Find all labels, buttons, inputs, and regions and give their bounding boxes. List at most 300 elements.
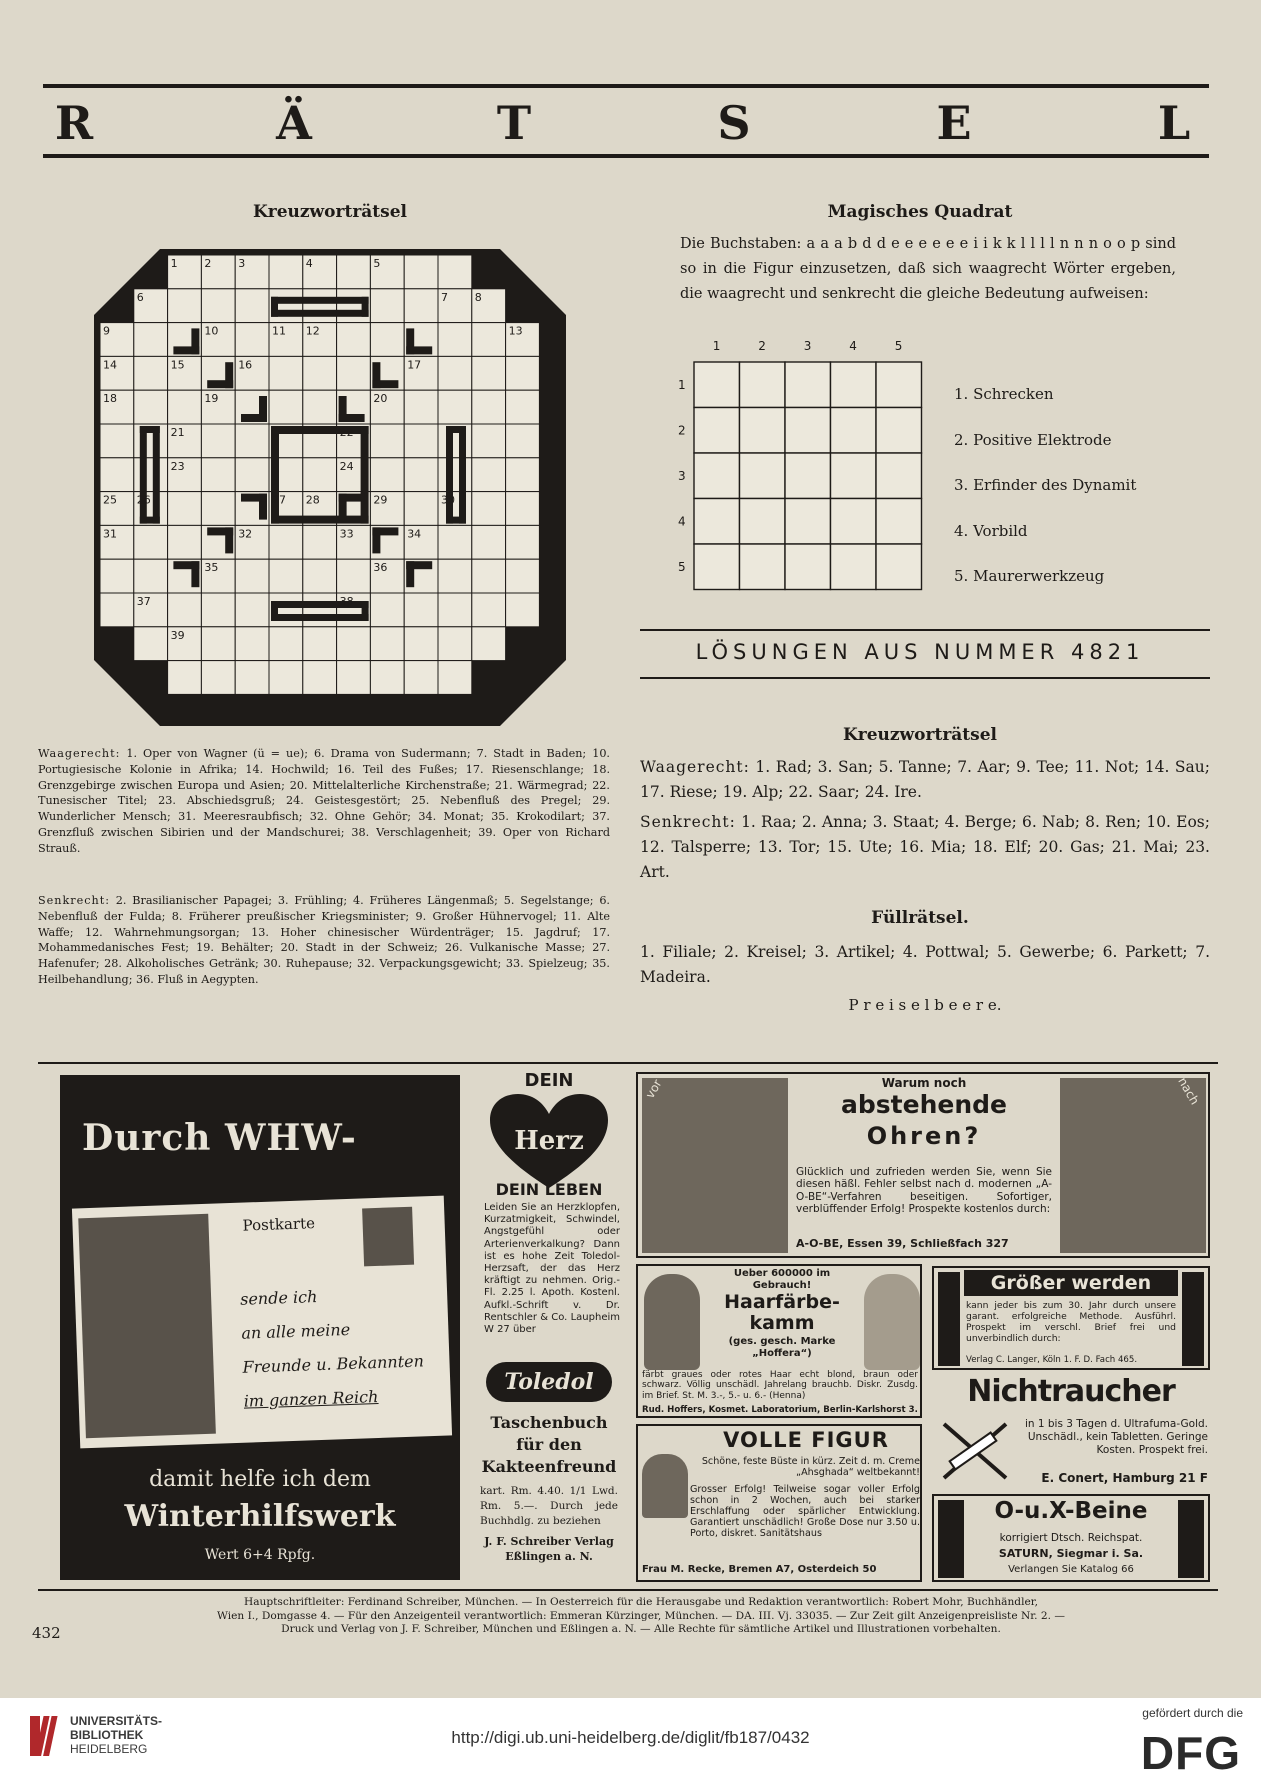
magic-square-col-label: 4 [849,339,857,353]
crossword-number: 17 [407,358,422,372]
crossword-block [173,346,199,354]
magic-square-cell [740,362,786,408]
crossword-cell [303,593,337,627]
crossword-block [362,297,369,317]
magic-square-cell [740,408,786,454]
crossword-cell [303,627,337,661]
magic-square-cell [876,453,922,499]
crossword-cell [134,323,168,357]
sol-across-label: Waagerecht: [640,758,750,776]
groesser-figure-icon [938,1272,960,1366]
crossword-block [271,310,369,317]
crossword-block [271,297,278,317]
solutions-rule-top [640,629,1210,631]
crossword-number: 21 [170,426,185,439]
crossword-cell [337,356,371,390]
crossword-number: 4 [305,257,313,270]
crossword-block [406,346,432,354]
crossword-cell [404,424,438,458]
crossword-cell [269,559,303,593]
ad-haar [636,1264,922,1418]
magic-square-cell [831,499,877,545]
whw-bottom2: Winterhilfswerk [124,1499,396,1534]
crossword-cell [438,661,472,695]
crossword-block [339,414,365,422]
crossword-number: 30 [441,493,455,507]
crossword-block [459,426,466,524]
crossword-cell [404,458,438,492]
whw-hand-line: an alle meine [241,1319,351,1343]
crossword-block [372,527,398,535]
crossword-cell [235,593,269,627]
permalink-url[interactable]: http://digi.ub.uni-heidelberg.de/diglit/fb187/0432 [451,1728,810,1747]
crossword-block [339,494,365,502]
crossword-number: 22 [339,426,354,439]
crossword-cell [438,255,472,289]
crossword-cell [134,390,168,424]
title-letter: L [1157,96,1193,150]
crossword-cell [201,627,235,661]
crossword-cell [134,356,168,390]
herz-body: Leiden Sie an Herzklopfen, Kurzatmigkeit, Schwindel, Angstgefühl oder Arterienverkalkung? Dann ist es hohe Zeit Toledol-Herzsaft, der das Herz kräftigt zu nehmen. Orig.-Fl. 2.25 l. Apoth. Kostenl. Aufkl.-Schrift v. Dr. Rentschler & Co. Laupheim W 27 über [484,1202,620,1336]
crossword-cell [168,661,202,695]
crossword-cell [168,390,202,424]
funding-note: gefördert durch die [1142,1706,1243,1720]
crossword-number: 36 [373,561,388,575]
crossword-number: 11 [272,324,286,338]
crossword-cell [235,661,269,695]
solutions-down [640,810,1210,885]
ohren-title1: abstehende [841,1090,1007,1119]
crossword-cell [201,661,235,695]
crossword-cell [168,593,202,627]
magic-square-cell [785,499,831,545]
herz-line2: DEIN LEBEN [495,1180,603,1199]
crossword-cell [438,356,472,390]
beine-tail: Verlangen Sie Katalog 66 [1008,1564,1134,1575]
crossword-cell [438,593,472,627]
taschenbuch-body: kart. Rm. 4.40. 1/1 Lwd. Rm. 5.—. Durch jede Buchhdlg. zu beziehen [480,1485,618,1527]
crossword-cell [472,390,506,424]
nicht-title: Nichtraucher [967,1374,1175,1409]
fill-puzzle-text: 1. Filiale; 2. Kreisel; 3. Artikel; 4. Pottwal; 5. Gewerbe; 6. Parkett; 7. Madeira. [640,943,1210,986]
crossword-cell [506,424,540,458]
crossword-number: 13 [508,324,523,338]
crossword-number: 7 [441,290,448,304]
imprint-line: Hauptschriftleiter: Ferdinand Schreiber, München. — In Oesterreich für die Herausgabe und Redaktion verantwortlich: Robert Mohr, Buchhändler, [243,1596,1039,1608]
crossword-cell [201,458,235,492]
crossword-cell [235,323,269,357]
crossword-cell [506,356,540,390]
taschenbuch-publisher: J. F. Schreiber Verlag Eßlingen a. N. [484,1535,614,1563]
figur-line1: Schöne, feste Büste in kürz. Zeit d. m. Creme „Ahsghada“ weltbekannt! [701,1456,920,1478]
crossword-cell [134,458,168,492]
crossword-cell [506,593,540,627]
crossword-cell [269,390,303,424]
library-name-line: HEIDELBERG [70,1742,148,1756]
magic-square-cell [694,544,740,590]
crossword-cell [201,289,235,323]
haar-title: Haarfärbe-kamm [724,1291,840,1334]
crossword-cell [201,424,235,458]
crossword-grid [90,245,570,730]
crossword-cell [235,289,269,323]
whw-top: Durch WHW- [82,1117,357,1159]
whw-stamp [362,1207,414,1267]
crossword-cell [303,390,337,424]
crossword-cell [438,559,472,593]
crossword-heading: Kreuzworträtsel [252,202,407,222]
crossword-block [362,601,369,621]
nicht-addr: E. Conert, Hamburg 21 F [1041,1471,1208,1485]
crossword-cell [235,458,269,492]
crossword-cell [337,661,371,695]
magic-square-cell [831,362,877,408]
magic-square-cell [785,408,831,454]
crossword-cell [100,458,134,492]
crossword-cell [269,255,303,289]
crossword-number: 6 [136,290,144,304]
groesser-addr: Verlag C. Langer, Köln 1. F. D. Fach 465. [966,1355,1138,1365]
crossword-block [173,561,199,569]
crossword-block [153,426,160,524]
crossword-cell [506,458,540,492]
crossword-cell [337,559,371,593]
crossword-clues-across [38,746,610,857]
crossword-cell [100,559,134,593]
magic-square-cell [785,544,831,590]
crossword-block [241,494,267,502]
crossword-cell [370,458,404,492]
crossword-cell [100,593,134,627]
ad-taschenbuch [478,1412,620,1582]
crossword-block [361,426,369,524]
ad-ohren [636,1072,1210,1258]
crossword-cell [269,525,303,559]
crossword-cell [134,627,168,661]
ms-clue: 1. Schrecken [954,385,1054,403]
ads-rule-top [38,1062,1218,1064]
whw-hand-line: sende ich [239,1287,318,1309]
ohren-body: Glücklich und zufrieden werden Sie, wenn Sie diesen häßl. Fehler selbst nach d. modernen „A-O-BE“-Verfahren beseitigen. Sofortiger, verblüffender Erfolg! Prospekte kostenlos durch: [796,1166,1052,1216]
fill-puzzle-heading: Füllrätsel. [871,908,969,928]
beine-figure-icon [938,1500,964,1578]
crossword-cell [269,356,303,390]
beine-body: korrigiert Dtsch. Reichspat. [999,1532,1143,1544]
magic-square-cell [694,362,740,408]
crossword-cell [303,525,337,559]
nicht-body: in 1 bis 3 Tagen d. Ultrafuma-Gold. Unschädl., kein Tabletten. Geringe Kosten. Prospekt frei. [1024,1418,1208,1456]
library-name-line: UNIVERSITÄTS- [70,1714,163,1728]
page-title [45,96,1205,150]
crossword-block [140,426,147,524]
crossword-block [446,426,453,524]
sol-across-text: 1. Rad; 3. San; 5. Tanne; 7. Aar; 9. Tee; 11. Not; 14. Sau; 17. Riese; 19. Alp; 22. Saar; 24. Ire. [640,758,1210,801]
crossword-number: 8 [474,290,482,304]
ohren-warum: Warum noch [881,1076,967,1090]
across-text: 1. Oper von Wagner (ü = ue); 6. Drama von Sudermann; 7. Stadt in Baden; 10. Portugiesische Kolonie in Afrika; 14. Hochwild; 16. Teil des Fußes; 17. Riesenschlange; 18. Grenzgebirge zwischen Europa und Asien; 20. Mittelalterliche Kirchenstraße; 21. Wärmegrad; 22. Tunesischer Titel; 23. Abschiedsgruß; 24. Geistesgestört; 25. Nebenfluß des Pregel; 29. Wunderlicher Mensch; 31. Meeresraubfisch; 32. Ohne Gehör; 34. Monat; 35. Krokodilart; 37. Grenzfluß zwischen Sibirien und der Mandschurei; 38. Verschlagenheit; 39. Oper von Richard Strauß. [38,747,610,855]
crossword-cell [472,627,506,661]
magic-square-cell [876,499,922,545]
crossword-cell [472,424,506,458]
solutions-rule-bottom [640,677,1210,679]
crossword-cell [337,255,371,289]
crossword-number: 9 [103,324,110,338]
crossword-cell [472,492,506,526]
magic-square-clues [954,372,1204,600]
solutions-heading: LÖSUNGEN AUS NUMMER 4821 [695,640,1145,664]
crossword-number: 16 [238,358,253,372]
whw-bottom1: damit helfe ich dem [149,1467,371,1492]
ad-beine [932,1494,1210,1582]
solutions-across [640,755,1210,805]
crossword-cell [337,627,371,661]
crossword-cell [370,661,404,695]
magic-square-cell [694,408,740,454]
figur-addr: Frau M. Recke, Bremen A7, Osterdeich 50 [642,1564,877,1575]
crossword-block [271,601,369,608]
crossword-cell [370,627,404,661]
ads-rule-bottom [38,1589,1218,1591]
crossword-number: 23 [170,459,185,473]
magic-square-col-label: 5 [894,339,903,353]
groesser-figure2-icon [1182,1272,1204,1366]
ms-clue: 2. Positive Elektrode [954,430,1112,449]
crossword-number: 20 [373,392,388,406]
herz-brand: Toledol [486,1362,612,1402]
title-letter: R [54,96,96,150]
magic-square-cell [876,544,922,590]
crossword-cell [404,289,438,323]
magic-square-row-label: 2 [678,423,686,438]
figur-body: Grosser Erfolg! Teilweise sogar voller Erfolg schon in 2 Wochen, auch bei starker Erschlaffung oder spärlicher Entwicklung. Garantiert unschädlich! Große Dose nur 3.50 u. Porto, diskret. Sanitätshaus [690,1484,920,1539]
ad-nichtraucher [932,1374,1210,1492]
library-bar [0,1698,1261,1788]
ad-herz [476,1068,622,1408]
imprint-line: Druck und Verlag von J. F. Schreiber, München und Eßlingen a. N. — Alle Rechte für sämtliche Artikel und Illustrationen vorbehalten. [281,1623,1001,1635]
magic-square-cell [831,408,877,454]
haar-sub: (ges. gesch. Marke „Hoffera“) [728,1336,836,1359]
ad-whw [60,1075,460,1580]
whw-handwriting [240,1276,426,1418]
crossword-number: 33 [339,527,354,541]
magic-square-cell [785,362,831,408]
haar-top: Ueber 600000 im Gebrauch! [733,1268,831,1291]
magic-square-cell [831,453,877,499]
down-label: Senkrecht: [38,894,110,907]
crossword-cell [506,492,540,526]
crossword-block [271,426,279,524]
crossword-cell [472,356,506,390]
crossword-number: 24 [339,459,354,473]
whw-hand-line: Freunde u. Bekannten [242,1351,425,1377]
ms-clue: 4. Vorbild [954,521,1028,540]
fill-puzzle-answer: P r e i s e l b e e r e. [848,996,1002,1014]
whw-card-label: Postkarte [242,1214,316,1235]
magic-square-cell [785,453,831,499]
herz-line1: DEIN [524,1070,574,1091]
imprint [66,1596,1216,1637]
magic-square-row-label: 5 [678,559,686,574]
crossword-number: 2 [204,257,212,270]
crossword-cell [303,289,337,323]
crossword-cell [404,593,438,627]
title-letter: Ä [276,96,314,150]
crossword-cell [370,289,404,323]
crossword-cell [235,424,269,458]
crossword-block [207,380,233,388]
crossword-number: 38 [339,595,354,608]
crossword-cell [303,661,337,695]
crossword-clues-down [38,893,610,988]
title-rule-bottom [43,154,1209,158]
crossword-cell [404,492,438,526]
title-letter: E [936,96,974,150]
crossword-cell [201,593,235,627]
magic-square-col-label: 3 [803,339,812,353]
beine-addr: SATURN, Siegmar i. Sa. [998,1547,1144,1560]
ohren-addr: A-O-BE, Essen 39, Schließfach 327 [796,1237,1009,1250]
crossword-block [372,380,398,388]
magic-square-row-label: 3 [678,468,686,483]
crossword-block [271,614,369,621]
crossword-cell [438,323,472,357]
magic-square-intro: Die Buchstaben: a a a b d d e e e e e e i i k k l l l l n n n o o p sind so in die Figur einzusetzen, daß sich waagrecht Wörter ergeben, die waagrecht und senkrecht die gleiche Bedeutung aufweisen: [680,236,1176,302]
haar-face-icon [644,1274,700,1370]
crossword-number: 39 [170,628,185,642]
haar-body: färbt graues oder rotes Haar echt blond, braun oder schwarz. Völlig unschädl. Jahrelang brauchb. Diskr. Zusdg. im Brief. St. M. 3.-, 5.- u. 6.- (Henna) [642,1370,918,1401]
crossword-number: 27 [272,493,286,507]
crossword-block [406,561,432,569]
ohren-photo-before [642,1078,788,1253]
groesser-body: kann jeder bis zum 30. Jahr durch unsere garant. erfolgreiche Methode. Ausführl. Prospekt im verschl. Brief frei und unverbindlich durch: [966,1300,1176,1344]
whw-postcard-picture [78,1214,216,1438]
crossword-cell [506,390,540,424]
crossword-cell [438,627,472,661]
solutions-crossword-heading: Kreuzworträtsel [842,725,997,745]
crossword-number: 14 [103,358,117,372]
crossword-cell [370,593,404,627]
crossword-number: 31 [103,527,117,541]
crossword-number: 37 [136,595,151,608]
magic-square-col-label: 2 [758,339,766,353]
ohren-photo-after [1060,1078,1206,1253]
beine-figure2-icon [1178,1500,1204,1578]
ohren-title2: Ohren? [866,1122,982,1150]
crossword-cell [235,627,269,661]
beine-title: O-u.X-Beine [994,1498,1148,1524]
crossword-block [271,516,369,524]
crossword-cell [472,525,506,559]
magic-square-cell [740,499,786,545]
groesser-title: Größer werden [964,1270,1178,1296]
crossword-number: 19 [204,392,219,406]
ohren-nach-label: nach [1175,1074,1202,1108]
magic-square-cell [740,544,786,590]
taschenbuch-title: Taschenbuch für den Kakteenfreund [481,1413,617,1476]
crossword-block [241,414,267,422]
crossword-cell [235,559,269,593]
imprint-line: Wien I., Domgasse 4. — Für den Anzeigenteil verantwortlich: Emmeran Kürzinger, München. — DA. III. Vj. 33035. — Zur Zeit gilt Anzeigenpreisliste Nr. 2. — [217,1609,1065,1622]
crossword-cell [370,323,404,357]
title-letter: T [496,96,534,150]
crossword-number: 28 [305,493,320,507]
crossword-cell [269,661,303,695]
ms-clue: 5. Maurerwerkzeug [954,567,1105,585]
ad-groesser [932,1266,1210,1370]
library-name-line: BIBLIOTHEK [70,1728,144,1742]
magic-square-cell [831,544,877,590]
crossword-cell [269,627,303,661]
ad-figur [636,1424,922,1582]
crossword-number: 10 [204,324,219,338]
crossword-cell [303,356,337,390]
magic-square-row-label: 4 [678,514,686,529]
crossword-cell [303,458,337,492]
dfg-logo: DFG [1140,1727,1241,1779]
herz-heart-text: Herz [514,1126,584,1156]
ms-clue: 3. Erfinder des Dynamit [954,476,1137,494]
crossword-cell [438,525,472,559]
across-label: Waagerecht: [38,747,121,760]
crossword-number: 35 [204,561,219,575]
down-text: 2. Brasilianischer Papagei; 3. Frühling; 4. Früheres Längenmaß; 5. Segelstange; 6. Nebenfluß der Fulda; 8. Früherer preußischer Kriegsminister; 9. Großer Hühnervogel; 11. Alte Waffe; 12. Wahrnehmungsorgan; 13. Hoher chinesischer Würdenträger; 15. Jagdruf; 17. Mohammedanisches Fest; 19. Behälter; 20. Stadt in der Schweiz; 26. Vulkanische Masse; 27. Hafenufer; 28. Alkoholisches Getränk; 30. Ruhepause; 32. Verpackungsgewicht; 33. Spielzeug; 35. Heilbehandlung; 36. Fluß in Aegypten. [38,894,610,986]
crossword-block [271,297,369,304]
haar-face2-icon [864,1274,920,1370]
magic-square-row-label: 1 [678,377,686,392]
crossword-cell [506,559,540,593]
crossword-number: 18 [103,392,117,406]
page-number: 432 [32,1624,61,1642]
crossword-cell [404,390,438,424]
crossword-number: 32 [238,527,253,541]
title-letter: S [717,96,753,150]
title-rule-top [43,84,1209,88]
crossword-number: 25 [103,493,117,507]
crossword-cell [201,492,235,526]
crossword-number: 3 [238,257,246,270]
haar-addr: Rud. Hoffers, Kosmet. Laboratorium, Berlin-Karlshorst 3. [642,1405,918,1415]
crossword-cell [337,323,371,357]
crossword-cell [370,424,404,458]
whw-hand-line: im ganzen Reich [243,1386,379,1411]
crossword-number: 29 [373,493,388,507]
magic-square-cell [740,453,786,499]
crossword-cell [438,458,472,492]
crossword-cell [472,593,506,627]
crossword-cell [472,323,506,357]
magic-square-heading: Magisches Quadrat [827,202,1013,222]
magic-square-col-label: 1 [712,339,721,353]
crossword-cell [506,525,540,559]
sol-down-text: 1. Raa; 2. Anna; 3. Staat; 4. Berge; 6. Nab; 8. Ren; 10. Eos; 12. Talsperre; 13. Tor; 15. Ute; 16. Mia; 18. Elf; 20. Gas; 21. Mai; 23. Art. [640,813,1210,881]
crossword-cell [168,525,202,559]
magic-square-cell [694,499,740,545]
figur-title: VOLLE FIGUR [723,1428,889,1452]
magic-square-grid [672,334,942,592]
crossword-number: 1 [170,257,178,270]
crossword-cell [472,458,506,492]
crossword-block [271,601,278,621]
crossword-number: 15 [170,358,185,372]
crossword-block [207,527,233,535]
crossword-cell [472,559,506,593]
crossword-number: 12 [305,324,320,338]
magic-square-cell [876,408,922,454]
crossword-cell [168,289,202,323]
crossword-cell [404,661,438,695]
crossword-cell [404,255,438,289]
